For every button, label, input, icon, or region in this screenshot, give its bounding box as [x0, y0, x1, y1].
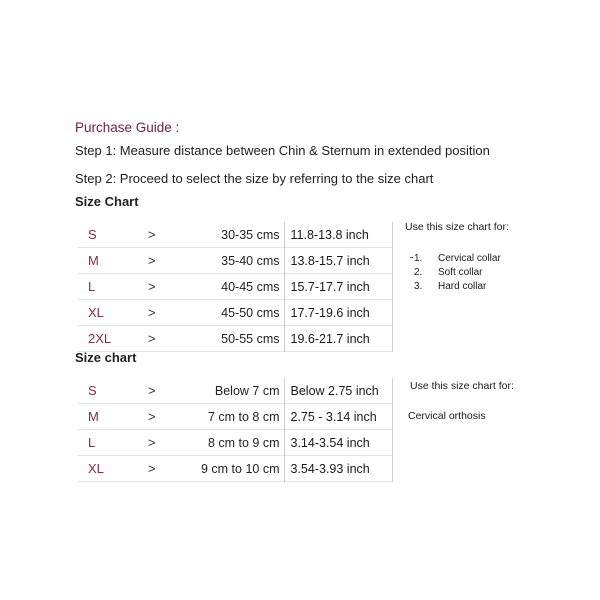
size-chart-2-title: Size chart — [75, 350, 137, 365]
table-row — [78, 404, 392, 430]
arrow-icon: > — [148, 331, 156, 346]
list-item — [410, 266, 501, 280]
list-label: Soft collar — [438, 267, 483, 278]
list-number: 1. — [414, 253, 423, 264]
size-label: S — [88, 227, 97, 242]
measurement-cm: 7 cm to 8 cm — [207, 409, 280, 424]
arrow-icon: > — [148, 461, 156, 476]
size-chart-2-use: Cervical orthosis — [408, 410, 486, 422]
size-chart-1-note: Use this size chart for: — [405, 221, 509, 233]
measurement-cm: 35-40 cms — [221, 253, 280, 268]
table-row — [78, 326, 392, 352]
table-row — [78, 274, 392, 300]
measurement-cm: 8 cm to 9 cm — [207, 435, 280, 450]
measurement-inch: 15.7-17.7 inch — [284, 274, 392, 300]
arrow-icon: > — [148, 253, 156, 268]
measurement-inch: 11.8-13.8 inch — [284, 222, 392, 248]
arrow-icon: > — [148, 305, 156, 320]
size-chart-2-note: Use this size chart for: — [410, 380, 514, 392]
table-row — [78, 378, 392, 404]
measurement-inch: 2.75 - 3.14 inch — [284, 404, 392, 430]
purchase-guide-title: Purchase Guide : — [75, 120, 180, 135]
list-number: 3. — [414, 281, 423, 292]
size-label: L — [88, 435, 96, 450]
measurement-inch: 19.6-21.7 inch — [284, 326, 392, 352]
size-label: S — [88, 383, 97, 398]
size-chart-1-table — [78, 222, 393, 352]
measurement-cm: Below 7 cm — [214, 383, 280, 398]
table-row — [78, 430, 392, 456]
measurement-inch: 13.8-15.7 inch — [284, 248, 392, 274]
size-chart-1-title: Size Chart — [75, 194, 139, 209]
measurement-cm: 40-45 cms — [221, 279, 280, 294]
measurement-cm: 50-55 cms — [221, 331, 280, 346]
measurement-cm: 45-50 cms — [221, 305, 280, 320]
measurement-cm: 30-35 cms — [221, 227, 280, 242]
list-label: Cervical collar — [438, 253, 501, 264]
arrow-icon: > — [148, 227, 156, 242]
arrow-icon: > — [148, 435, 156, 450]
measurement-inch: 3.14-3.54 inch — [284, 430, 392, 456]
size-label: XL — [88, 461, 104, 476]
size-label: L — [88, 279, 96, 294]
size-chart-2-table — [78, 378, 393, 482]
measurement-cm: 9 cm to 10 cm — [201, 461, 280, 476]
size-label: M — [88, 253, 99, 268]
arrow-icon: > — [148, 409, 156, 424]
arrow-icon: > — [148, 383, 156, 398]
list-label: Hard collar — [438, 281, 487, 292]
step-2-text: Step 2: Proceed to select the size by referring to the size chart — [75, 171, 434, 186]
table-row — [78, 248, 392, 274]
table-row — [78, 456, 392, 482]
list-item — [410, 252, 501, 266]
table-row — [78, 300, 392, 326]
measurement-inch: 17.7-19.6 inch — [284, 300, 392, 326]
measurement-inch: Below 2.75 inch — [284, 378, 392, 404]
list-item — [410, 280, 501, 294]
size-label: M — [88, 409, 99, 424]
size-chart-1-uses-list — [410, 252, 501, 294]
arrow-icon: > — [148, 279, 156, 294]
table-row — [78, 222, 392, 248]
size-label: 2XL — [88, 331, 112, 346]
measurement-inch: 3.54-3.93 inch — [284, 456, 392, 482]
size-label: XL — [88, 305, 104, 320]
step-1-text: Step 1: Measure distance between Chin & Sternum in extended position — [75, 143, 490, 158]
list-number: 2. — [414, 267, 423, 278]
